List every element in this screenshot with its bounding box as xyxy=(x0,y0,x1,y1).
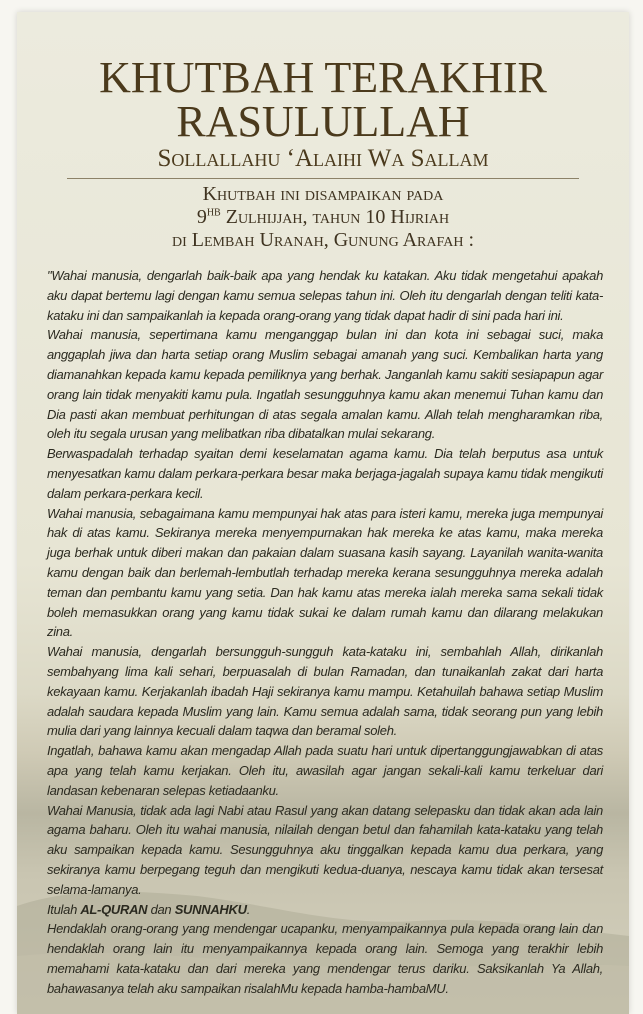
paragraph: Wahai manusia, dengarlah bersungguh-sungguh kata-kataku ini, sembahlah Allah, dirikanlah sembahyang lima kali sehari, berpuasalah di bulan Ramadan, dan tunaikanlah zakat dari harta kekayaan kamu. Kerjakanlah ibadah Haji sekiranya kamu mampu. Ketahuilah bahawa setiap Muslim adalah saudara kepada Muslim yang lain. Kamu semua adalah sama, tidak seorang pun yang lebih mulia dari yang lainnya kecuali dalam taqwa dan beramal soleh. xyxy=(47,644,603,739)
closing-paragraph: Hendaklah orang-orang yang mendengar ucapanku, menyampaikannya pula kepada orang lain dan hendaklah orang lain itu menyampaikannya kepada orang lain. Semoga yang terakhir lebih memahami kata-kataku dan dari mereka yang mendengar terus dariku. Saksikanlah Ya Allah, bahawasanya telah aku sampaikan risalahMu kepada hamba-hambaMU. xyxy=(47,921,603,996)
info-day: 9 xyxy=(196,206,207,228)
itulah-suffix: . xyxy=(246,901,250,917)
title-line-2: RASULULLAH xyxy=(176,97,470,146)
info-line-3: di Lembah Uranah, Gunung Arafah : xyxy=(171,229,475,251)
paragraph: Wahai Manusia, tidak ada lagi Nabi atau Rasul yang akan datang selepasku dan tidak akan ada lain agama baharu. Oleh itu wahai manusia, nilailah dengan betul dan fahamilah kata-kataku yang telah aku sampaikan kepada kamu. Sesungguhnya aku tinggalkan kepada kamu dua perkara, yang sekiranya kamu berpegang teguh dan mengikuti kedua-duanya, nescaya kamu tidak akan tersesat selama-lamanya. xyxy=(47,802,603,897)
info-line-1: Khutbah ini disampaikan pada xyxy=(202,183,444,205)
poster-content xyxy=(17,53,629,998)
sunnah-emphasis: SUNNAHKU xyxy=(174,901,247,917)
info-date: Zulhijjah, tahun 10 Hijriah xyxy=(220,206,450,228)
title-line-1: KHUTBAH TERAKHIR xyxy=(99,53,547,102)
itulah-prefix: Itulah xyxy=(47,901,81,917)
paragraph: Ingatlah, bahawa kamu akan mengadap Allah pada suatu hari untuk dipertanggungjawabkan di atas apa yang telah kamu kerjakan. Oleh itu, awasilah agar jangan sekali-kali kamu terkeluar dari landasan kebenaran selepas ketiadaanku. xyxy=(47,743,603,798)
paragraph: Wahai manusia, sebagaimana kamu mempunyai hak atas para isteri kamu, mereka juga mempunyai hak di atas kamu. Sekiranya mereka menyempurnakan hak mereka ke atas kamu, maka mereka juga berhak untuk diberi makan dan pakaian dalam suasana kasih sayang. Layanilah wanita-wanita kamu dengan baik dan berlemah-lembutlah terhadap mereka kerana sesungguhnya mereka adalah teman dan pembantu kamu yang setia. Dan hak kamu atas mereka ialah mereka sama sekali tidak boleh memasukkan orang yang kamu tidak sukai ke dalam rumah kamu dan dilarang melakukan zina. xyxy=(47,505,603,640)
al-quran-emphasis: AL-QURAN xyxy=(80,901,148,917)
info-line-2 xyxy=(17,206,629,229)
paragraph: "Wahai manusia, dengarlah baik-baik apa yang hendak ku katakan. Aku tidak mengetahui apakah aku dapat bertemu lagi dengan kamu semua selepas tahun ini. Oleh itu dengarlah dengan teliti kata-kataku ini dan sampaikanlah ia kepada orang-orang yang tidak dapat hadir di sini pada hari ini. xyxy=(47,268,603,323)
itulah-paragraph xyxy=(47,900,603,920)
itulah-middle: dan xyxy=(147,901,175,917)
honorific-subtitle: Sollallahu ‘Alaihi Wa Sallam xyxy=(157,145,489,172)
divider xyxy=(67,178,579,179)
paragraph: Wahai manusia, sepertimana kamu menganggap bulan ini dan kota ini sebagai suci, maka anggaplah jiwa dan harta setiap orang Muslim sebagai amanah yang suci. Kembalikan harta yang diamanahkan kepada kamu kepada pemiliknya yang berhak. Janganlah kamu sakiti sesiapapun agar orang lain tidak menyakiti kamu pula. Ingatlah sesungguhnya kamu akan menemui Tuhan kamu dan Dia pasti akan membuat perhitungan di atas segala amalan kamu. Allah telah mengharamkan riba, oleh itu segala urusan yang melibatkan riba dibatalkan mulai sekarang. xyxy=(47,327,603,442)
sermon-info xyxy=(17,183,629,252)
paragraph: Berwaspadalah terhadap syaitan demi keselamatan agama kamu. Dia telah berputus asa untuk menyesatkan kamu dalam perkara-perkara besar maka berjaga-jagalah supaya kamu tidak mengikuti dalam perkara-perkara kecil. xyxy=(47,446,603,501)
sermon-text xyxy=(47,266,603,998)
poster-panel xyxy=(17,12,629,1014)
info-day-suffix: HB xyxy=(206,207,221,219)
